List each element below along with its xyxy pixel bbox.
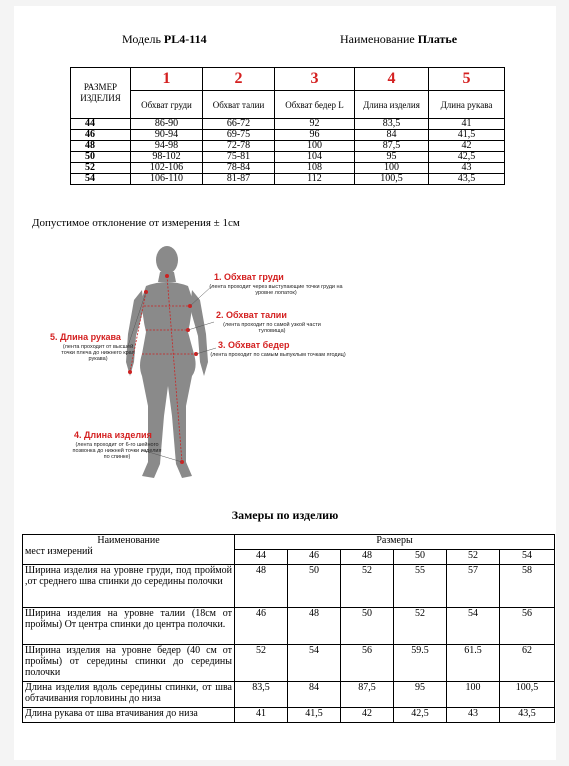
measurement-label: Длина рукава от шва втачивания до низа — [23, 708, 235, 723]
size-label: 46 — [71, 130, 131, 141]
measurement-label: Ширина изделия на уровне талии (18см от проймы) От центра спинки до центра полочки. — [23, 608, 235, 645]
measurement-value: 41 — [235, 708, 288, 723]
size-row — [71, 141, 505, 152]
size-cell: 104 — [275, 152, 355, 163]
size-cell: 112 — [275, 174, 355, 185]
size-cell: 96 — [275, 130, 355, 141]
waist-annotation-note: (лента проходит по самой узкой части туловища) — [223, 322, 321, 334]
sleeve-annotation-title: 5. Длина рукава — [50, 332, 121, 342]
size-cell: 92 — [275, 119, 355, 130]
size-cell: 90-94 — [131, 130, 203, 141]
measurement-value: 59.5 — [394, 645, 447, 682]
measurement-value: 84 — [288, 682, 341, 708]
size-label: 44 — [71, 119, 131, 130]
size-cell: 102-106 — [131, 163, 203, 174]
size-cell: 86-90 — [131, 119, 203, 130]
measurement-value: 42 — [341, 708, 394, 723]
measurement-value: 56 — [500, 608, 555, 645]
measurement-name-header — [23, 535, 235, 565]
size-cell: 100 — [275, 141, 355, 152]
size-cell: 108 — [275, 163, 355, 174]
measurement-value: 87,5 — [341, 682, 394, 708]
column-header: Обхват груди — [131, 91, 203, 119]
size-cell: 42 — [429, 141, 505, 152]
size-cell: 95 — [355, 152, 429, 163]
measurement-value: 83,5 — [235, 682, 288, 708]
measurement-value: 95 — [394, 682, 447, 708]
measurement-value: 42,5 — [394, 708, 447, 723]
measurement-value: 54 — [288, 645, 341, 682]
size-cell: 100 — [355, 163, 429, 174]
name-header — [340, 32, 457, 47]
hips-annotation-title: 3. Обхват бедер — [218, 340, 290, 350]
measurement-value: 62 — [500, 645, 555, 682]
measurements-table — [22, 534, 555, 723]
chest-annotation-title: 1. Обхват груди — [214, 272, 284, 282]
name-header-line1: Наименование — [97, 535, 160, 546]
measurement-value: 52 — [235, 645, 288, 682]
column-number: 5 — [429, 68, 505, 91]
sleeve-annotation-note: (лента проходит от высшей точки плеча до нижнего края рукава) — [61, 344, 135, 362]
column-header: Обхват талии — [203, 91, 275, 119]
measurement-value: 100 — [447, 682, 500, 708]
size-column-header: 46 — [288, 550, 341, 565]
name-label: Наименование — [340, 32, 415, 46]
measurement-label: Ширина изделия на уровне бедер (40 см от проймы) от середины спинки до середины полочки — [23, 645, 235, 682]
measurements-title: Замеры по изделию — [231, 508, 339, 522]
measurement-value: 48 — [288, 608, 341, 645]
measurement-value: 100,5 — [500, 682, 555, 708]
measurement-row — [23, 608, 555, 645]
model-header — [122, 32, 207, 47]
column-number: 2 — [203, 68, 275, 91]
column-header: Длина рукава — [429, 91, 505, 119]
measurement-value: 50 — [288, 565, 341, 608]
tolerance-note: Допустимое отклонение от измерения ± 1см — [32, 217, 240, 229]
size-cell: 43,5 — [429, 174, 505, 185]
waist-annotation-title: 2. Обхват талии — [216, 310, 287, 320]
size-row — [71, 163, 505, 174]
name-header-line2: мест измерений — [25, 546, 93, 557]
size-cell: 87,5 — [355, 141, 429, 152]
size-label: 54 — [71, 174, 131, 185]
measurement-label: Длина изделия вдоль середины спинки, от шва обтачивания горловины до низа — [23, 682, 235, 708]
size-column-header: 48 — [341, 550, 394, 565]
sizes-header: Размеры — [235, 535, 555, 550]
measurement-value: 56 — [341, 645, 394, 682]
column-header: Длина изделия — [355, 91, 429, 119]
size-cell: 69-75 — [203, 130, 275, 141]
size-cell: 78-84 — [203, 163, 275, 174]
measurement-value: 48 — [235, 565, 288, 608]
size-chart-table — [70, 67, 505, 185]
size-cell: 41,5 — [429, 130, 505, 141]
size-cell: 42,5 — [429, 152, 505, 163]
measurement-value: 52 — [394, 608, 447, 645]
size-cell: 94-98 — [131, 141, 203, 152]
size-cell: 100,5 — [355, 174, 429, 185]
measurement-row — [23, 645, 555, 682]
measurement-value: 50 — [341, 608, 394, 645]
measurement-value: 61.5 — [447, 645, 500, 682]
size-cell: 84 — [355, 130, 429, 141]
column-number: 4 — [355, 68, 429, 91]
size-row — [71, 119, 505, 130]
name-value: Платье — [417, 32, 458, 46]
size-column-header: 52 — [447, 550, 500, 565]
measurement-value: 58 — [500, 565, 555, 608]
size-column-header: 54 — [500, 550, 555, 565]
measurement-value: 54 — [447, 608, 500, 645]
measurement-value: 46 — [235, 608, 288, 645]
size-column-header: 44 — [235, 550, 288, 565]
measurement-value: 41,5 — [288, 708, 341, 723]
length-annotation-note: (лента проходит от 6-го шейного позвонка до нижней точки изделия по спинке) — [72, 442, 162, 460]
measurement-value: 57 — [447, 565, 500, 608]
measurement-label: Ширина изделия на уровне груди, под проймой ,от среднего шва спинки до середины полочки — [23, 565, 235, 608]
length-annotation-title: 4. Длина изделия — [74, 430, 152, 440]
size-row — [71, 174, 505, 185]
size-cell: 81-87 — [203, 174, 275, 185]
size-cell: 72-78 — [203, 141, 275, 152]
size-cell: 66-72 — [203, 119, 275, 130]
size-cell: 75-81 — [203, 152, 275, 163]
size-label: 48 — [71, 141, 131, 152]
size-label: 52 — [71, 163, 131, 174]
size-label: 50 — [71, 152, 131, 163]
column-number: 1 — [131, 68, 203, 91]
measurement-value: 43,5 — [500, 708, 555, 723]
column-header: Обхват бедер L — [275, 91, 355, 119]
measurement-value: 55 — [394, 565, 447, 608]
size-cell: 83,5 — [355, 119, 429, 130]
size-cell: 41 — [429, 119, 505, 130]
model-value: PL4-114 — [163, 32, 207, 46]
measurement-row — [23, 565, 555, 608]
size-cell: 43 — [429, 163, 505, 174]
measurement-value: 43 — [447, 708, 500, 723]
size-corner-label: РАЗМЕР ИЗДЕЛИЯ — [71, 68, 131, 119]
document-page — [14, 6, 556, 760]
measurement-figure — [42, 236, 352, 486]
model-label: Модель — [122, 32, 161, 46]
measurement-row — [23, 682, 555, 708]
measurement-value: 52 — [341, 565, 394, 608]
measurement-row — [23, 708, 555, 723]
hips-annotation-note: (лента проходит по самым выпуклым точкам ягодиц) — [210, 352, 346, 358]
size-row — [71, 130, 505, 141]
size-column-header: 50 — [394, 550, 447, 565]
column-number: 3 — [275, 68, 355, 91]
size-row — [71, 152, 505, 163]
size-cell: 98-102 — [131, 152, 203, 163]
size-cell: 106-110 — [131, 174, 203, 185]
chest-annotation-note: (лента проходит через выступающие точки груди на уровне лопаток) — [209, 284, 343, 296]
